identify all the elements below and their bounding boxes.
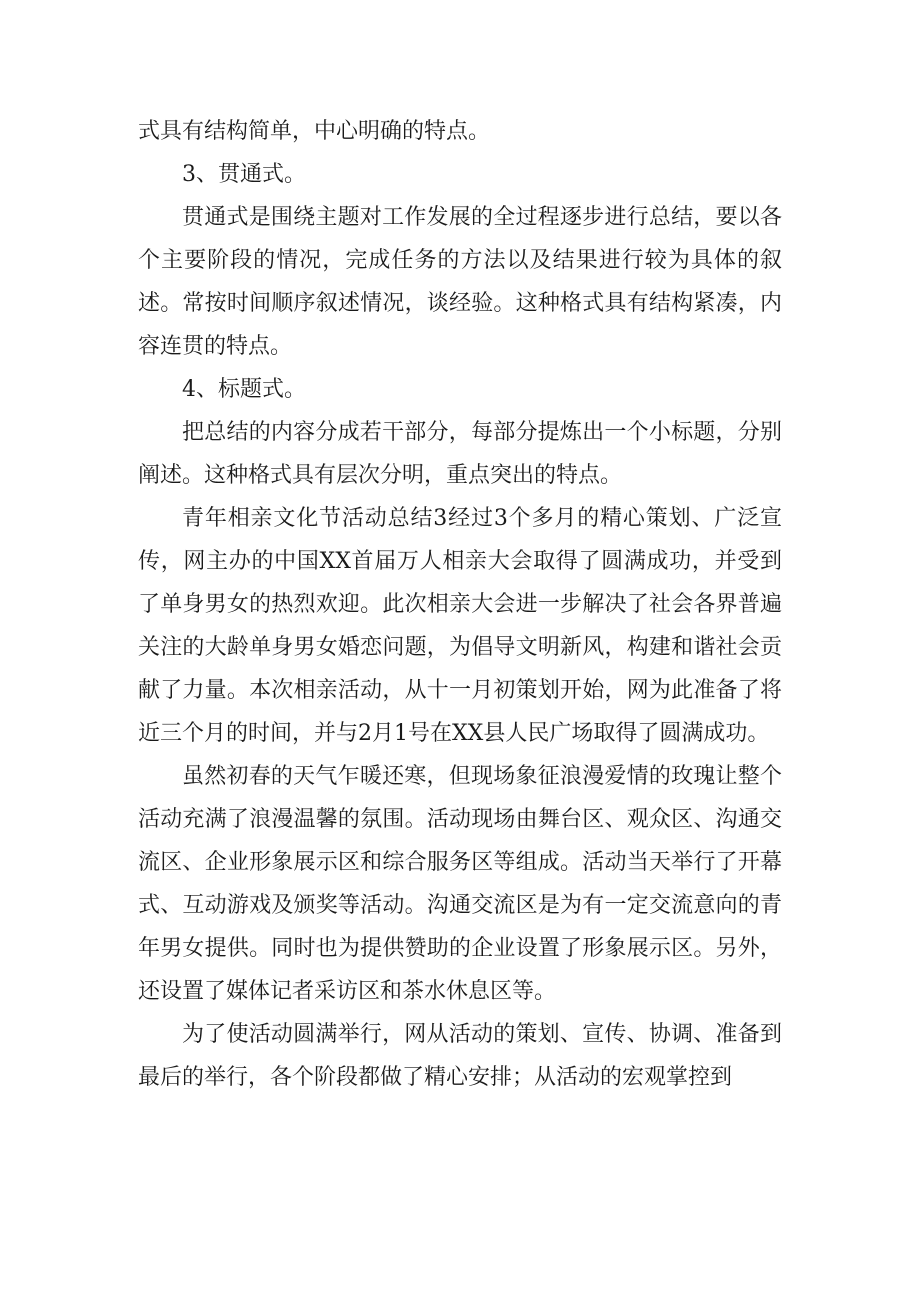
paragraph-event-preparation: 为了使活动圆满举行，网从活动的策划、宣传、协调、准备到最后的举行，各个阶段都做了精心安排；从活动的宏观掌控到 [138,1022,782,1090]
paragraph-title-style: 把总结的内容分成若干部分，每部分提炼出一个小标题，分别阐述。这种格式具有层次分明，重点突出的特点。 [138,420,782,488]
paragraph-throughout-style: 贯通式是围绕主题对工作发展的全过程逐步进行总结，要以各个主要阶段的情况，完成任务的方法以及结果进行较为具体的叙述。常按时间顺序叙述情况，谈经验。这种格式具有结构紧凑，内容连贯的特点。 [138,205,782,359]
paragraph-event-summary: 青年相亲文化节活动总结3经过3个多月的精心策划、广泛宣传，网主办的中国XX首届万人相亲大会取得了圆满成功，并受到了单身男女的热烈欢迎。此次相亲大会进一步解决了社会各界普遍关注的大龄单身男女婚恋问题，为倡导文明新风，构建和谐社会贡献了力量。本次相亲活动，从十一月初策划开始，网为此准备了将近三个月的时间，并与2月1号在XX县人民广场取得了圆满成功。 [138,506,782,746]
section-heading-3: 3、贯通式。 [182,162,306,187]
paragraph-continuation: 式具有结构简单，中心明确的特点。 [138,119,491,144]
section-heading-4: 4、标题式。 [182,377,306,402]
paragraph-event-venue: 虽然初春的天气乍暖还寒，但现场象征浪漫爱情的玫瑰让整个活动充满了浪漫温馨的氛围。活动现场由舞台区、观众区、沟通交流区、企业形象展示区和综合服务区等组成。活动当天举行了开幕式、互动游戏及颁奖等活动。沟通交流区是为有一定交流意向的青年男女提供。同时也为提供赞助的企业设置了形象展示区。另外，还设置了媒体记者采访区和茶水休息区等。 [138,764,782,1004]
document-body [138,110,782,1099]
